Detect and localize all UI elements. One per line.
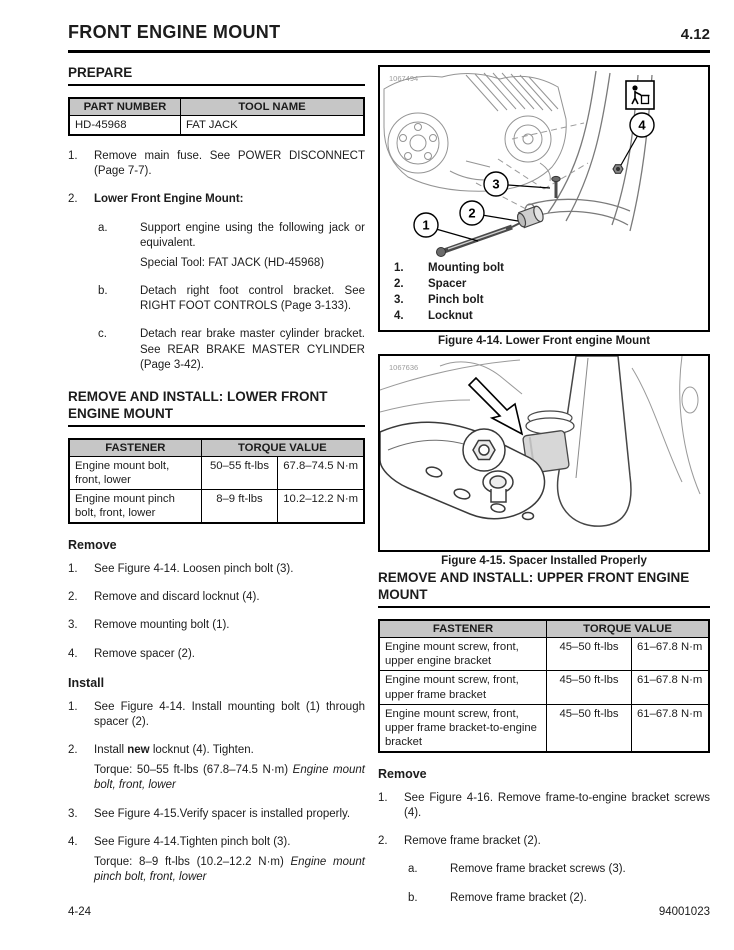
- lower-torque-table: [68, 438, 365, 524]
- page-title: FRONT ENGINE MOUNT: [68, 22, 281, 42]
- torque-nm: 61–67.8 N·m: [632, 671, 710, 704]
- torque-table-header-fastener: FASTENER: [379, 620, 547, 638]
- lower-install-step-1: [68, 700, 365, 730]
- table-row: [379, 638, 709, 671]
- table-row: [69, 115, 364, 135]
- prepare-substep-c: [98, 327, 365, 373]
- fastener-name: Engine mount bolt, front, lower: [69, 456, 201, 489]
- figure-4-15-drawing: [380, 356, 708, 550]
- torque-note: Torque: 50–55 ft-lbs (67.8–74.5 N·m) Engine mount bolt, front, lower: [94, 764, 365, 792]
- callout-4: [630, 113, 654, 137]
- collar: [526, 411, 574, 434]
- substep-letter: c.: [98, 328, 107, 341]
- upper-remove-heading: Remove: [378, 766, 427, 781]
- fastener-name: Engine mount screw, front, upper frame bracket-to-engine bracket: [379, 704, 547, 752]
- substep-text: Remove frame bracket (2).: [450, 891, 587, 904]
- leader-lines: [436, 135, 638, 241]
- figure-4-15: [378, 354, 710, 552]
- step-text: Remove frame bracket (2).: [404, 835, 541, 848]
- upper-mount-heading: REMOVE AND INSTALL: UPPER FRONT ENGINE MOUNT: [378, 570, 710, 608]
- torque-ftlbs: 45–50 ft-lbs: [547, 671, 632, 704]
- step-text: Remove main fuse. See POWER DISCONNECT (Page 7-7).: [94, 149, 365, 178]
- special-tool-note: Special Tool: FAT JACK (HD-45968): [140, 256, 325, 269]
- lower-install-heading: Install: [68, 675, 105, 690]
- step-number: 3.: [68, 807, 78, 820]
- table-row: [69, 456, 364, 489]
- legend-item: 1. Mounting bolt: [394, 262, 504, 274]
- table-row: [379, 704, 709, 752]
- legend-item: 3. Pinch bolt: [394, 293, 484, 306]
- legend-item: 4. Locknut: [394, 309, 473, 322]
- table-row: [69, 489, 364, 523]
- upper-remove-step-1: [378, 791, 710, 821]
- step-number: 1.: [68, 149, 78, 162]
- prepare-substep-b: [98, 284, 365, 314]
- spacer-part: [516, 205, 545, 229]
- step-text: See Figure 4-16. Remove frame-to-engine bracket screws (4).: [404, 791, 710, 820]
- torque-nm: 10.2–12.2 N·m: [278, 489, 364, 523]
- torque-nm: 67.8–74.5 N·m: [278, 456, 364, 489]
- step-number: 1.: [68, 700, 78, 713]
- pointer-arrow-icon: [469, 378, 522, 434]
- step-text: See Figure 4-14. Loosen pinch bolt (3).: [94, 563, 294, 576]
- table-row: [379, 671, 709, 704]
- figure-4-14-caption: Figure 4-14. Lower Front engine Mount: [437, 335, 651, 348]
- lower-mount-heading: REMOVE AND INSTALL: LOWER FRONT ENGINE MOUNT: [68, 389, 365, 427]
- step-number: 3.: [68, 619, 78, 632]
- engine-bracket: [380, 423, 545, 520]
- tool-part-number: HD-45968: [69, 115, 181, 135]
- torque-ftlbs: 50–55 ft-lbs: [201, 456, 278, 489]
- frame-tube: [558, 356, 631, 526]
- locknut-part: [613, 165, 623, 174]
- step-number: 4.: [68, 647, 78, 660]
- substep-text: Detach rear brake master cylinder bracket. See REAR BRAKE MASTER CYLINDER (Page 3-42).: [140, 328, 365, 371]
- fastener-name: Engine mount screw, front, upper engine bracket: [379, 638, 547, 671]
- tool-table-header-part: PART NUMBER: [69, 98, 181, 116]
- substep-text: Remove frame bracket screws (3).: [450, 863, 626, 876]
- step-text: See Figure 4-14. Install mounting bolt (1) through spacer (2).: [94, 700, 365, 728]
- header-rule: [68, 50, 710, 53]
- step-text: Remove and discard locknut (4).: [94, 591, 260, 604]
- upper-remove-step-2: [378, 834, 710, 849]
- engine-drawing: [384, 73, 566, 191]
- tool-name: FAT JACK: [181, 115, 365, 135]
- legend-item: 2. Spacer: [394, 277, 467, 290]
- fastener-name: Engine mount pinch bolt, front, lower: [69, 489, 201, 523]
- callout-1: [414, 213, 438, 237]
- svg-text:4: 4: [638, 117, 646, 133]
- step-number: 2.: [378, 835, 388, 848]
- step-text: See Figure 4-14.Tighten pinch bolt (3).: [94, 835, 291, 848]
- tool-table-header-tool: TOOL NAME: [181, 98, 365, 116]
- step-text: Remove spacer (2).: [94, 647, 195, 660]
- step-number: 2.: [68, 591, 78, 604]
- lower-remove-step: [68, 562, 365, 577]
- figure-4-14-drawing: [380, 67, 708, 261]
- callout-3: [484, 172, 508, 196]
- torque-nm: 61–67.8 N·m: [632, 638, 710, 671]
- torque-ftlbs: 8–9 ft-lbs: [201, 489, 278, 523]
- substep-text: Detach right foot control bracket. See RIGHT FOOT CONTROLS (Page 3-133).: [140, 285, 365, 313]
- torque-table-header-value: TORQUE VALUE: [547, 620, 710, 638]
- lower-remove-step: [68, 590, 365, 605]
- substep-letter: b.: [408, 891, 418, 904]
- substep-letter: a.: [98, 221, 108, 234]
- step-number: 4.: [68, 835, 78, 848]
- step-number: 2.: [68, 744, 78, 757]
- page-header: [68, 22, 710, 43]
- step-number: 2.: [68, 193, 78, 206]
- torque-ftlbs: 45–50 ft-lbs: [547, 638, 632, 671]
- prepare-heading: PREPARE: [68, 65, 365, 86]
- figure-4-14-legend: [380, 261, 708, 330]
- substep-text: Support engine using the following jack or equivalent.: [140, 221, 365, 249]
- step-text: Lower Front Engine Mount:: [94, 193, 244, 206]
- torque-ftlbs: 45–50 ft-lbs: [547, 704, 632, 752]
- step-number: 1.: [68, 563, 78, 576]
- mounting-bolt: [437, 223, 521, 257]
- prepare-step-1: [68, 149, 365, 179]
- upper-torque-table: [378, 619, 710, 753]
- torque-table-header-fastener: FASTENER: [69, 439, 201, 457]
- figure-4-15-caption: Figure 4-15. Spacer Installed Properly: [441, 555, 647, 568]
- left-column: [68, 65, 365, 898]
- prepare-step-2: [68, 192, 365, 207]
- figure-image-id: 1067636: [389, 363, 419, 373]
- svg-text:2: 2: [468, 205, 476, 221]
- right-column: [378, 65, 710, 919]
- step-text-bold: new: [127, 744, 150, 757]
- lower-remove-step: [68, 647, 365, 662]
- substep-letter: b.: [98, 285, 108, 298]
- tool-table: [68, 97, 365, 136]
- upper-remove-substep-b: [408, 891, 710, 906]
- torque-table-header-value: TORQUE VALUE: [201, 439, 364, 457]
- lower-remove-step: [68, 618, 365, 633]
- lower-remove-heading: Remove: [68, 538, 117, 553]
- lower-install-step-3: [68, 807, 365, 822]
- svg-text:1: 1: [422, 217, 430, 233]
- torque-note: Torque: 8–9 ft-lbs (10.2–12.2 N·m) Engine mount pinch bolt, front, lower: [94, 855, 365, 884]
- fastener-name: Engine mount screw, front, upper frame bracket: [379, 671, 547, 704]
- callout-2: [460, 201, 484, 225]
- step-number: 1.: [378, 791, 388, 804]
- figure-4-14: [378, 65, 710, 332]
- upper-remove-substep-a: [408, 862, 710, 877]
- section-number: 4.12: [680, 26, 710, 43]
- page-footer: [68, 906, 710, 918]
- footer-doc-number: 94001023: [658, 906, 710, 918]
- lower-install-step-2: [68, 743, 365, 794]
- footer-page-number: 4-24: [68, 906, 92, 918]
- step-text: See Figure 4-15.Verify spacer is installed properly.: [94, 807, 351, 820]
- step-text: Install: [94, 744, 128, 757]
- step-text: locknut (4). Tighten.: [149, 744, 254, 757]
- lower-install-step-4: [68, 835, 365, 886]
- svg-text:3: 3: [492, 176, 500, 192]
- substep-letter: a.: [408, 863, 418, 876]
- discard-icon: [626, 81, 654, 109]
- step-text: Remove mounting bolt (1).: [94, 619, 230, 632]
- torque-nm: 61–67.8 N·m: [632, 704, 710, 752]
- prepare-substep-a: [98, 221, 365, 272]
- figure-image-id: 1067494: [389, 74, 419, 83]
